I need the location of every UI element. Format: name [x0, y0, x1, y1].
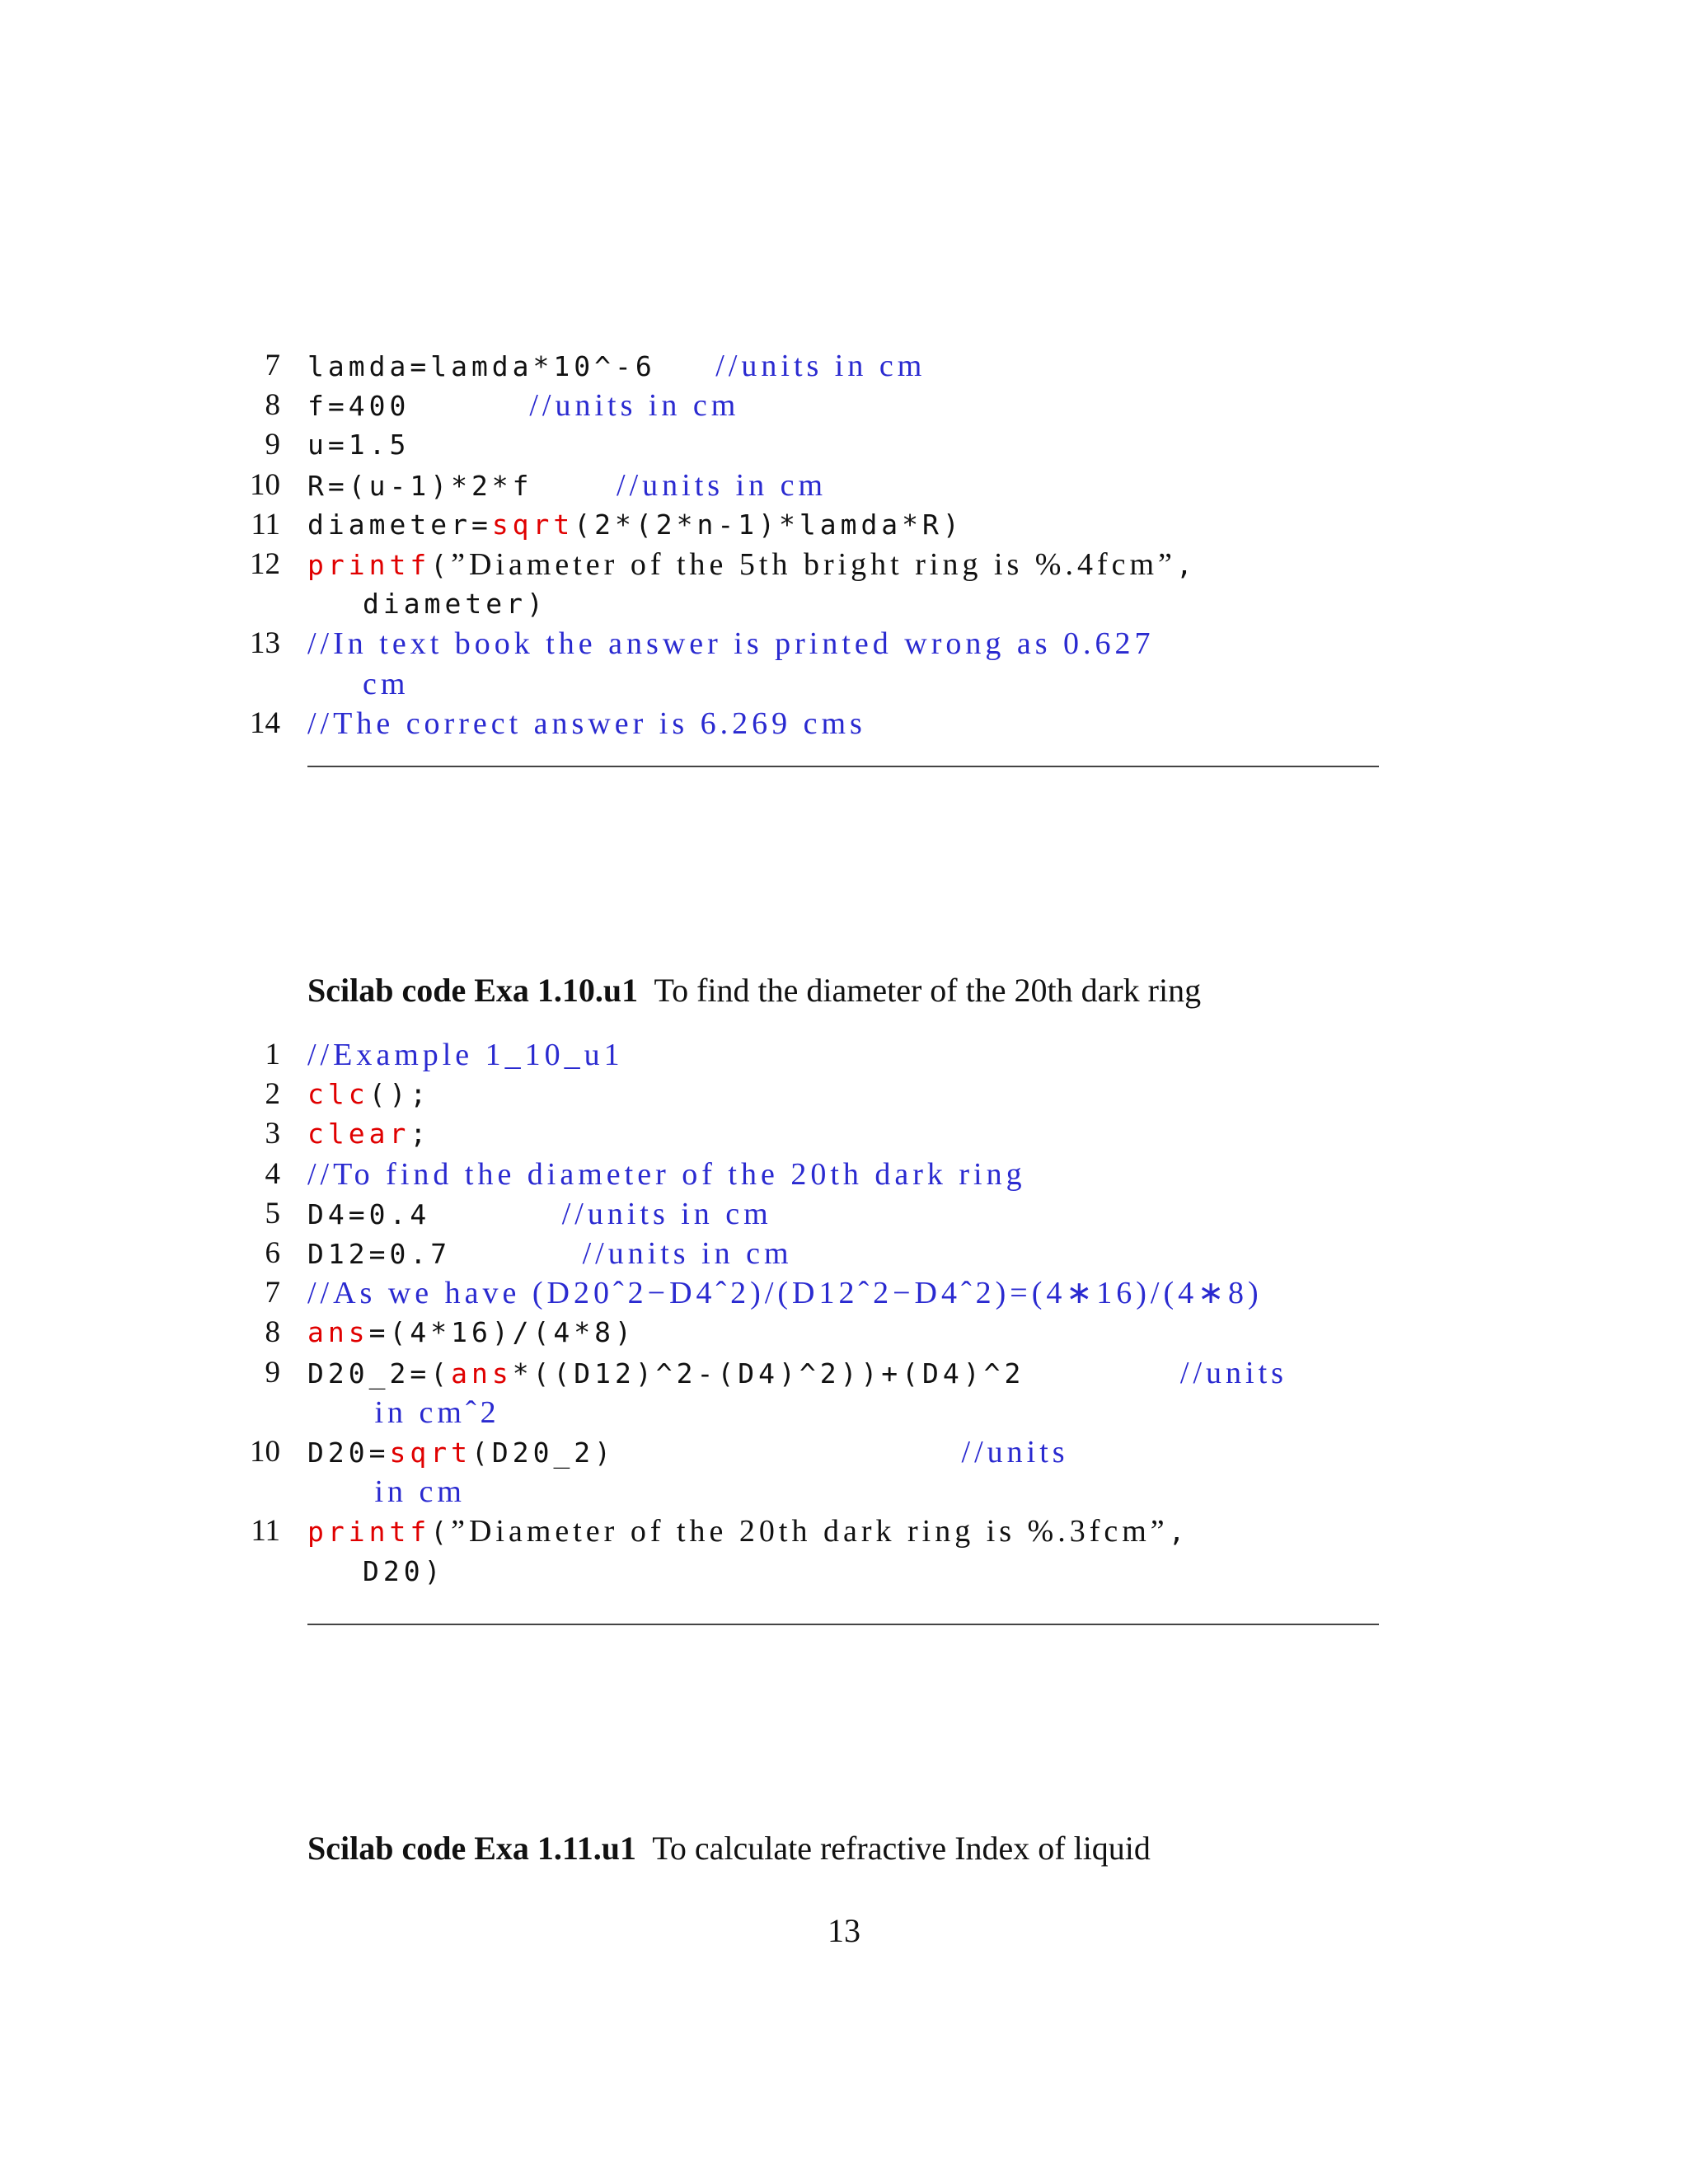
line-number: 7 — [265, 349, 280, 382]
code-line — [0, 1194, 1688, 1234]
line-number: 11 — [251, 1514, 280, 1549]
code-token: R=(u-1)*2*f — [307, 469, 533, 502]
code-text — [307, 1313, 635, 1352]
line-number: 13 — [250, 626, 280, 661]
code-token: D12=0.7 — [307, 1238, 452, 1270]
code-text — [307, 1075, 430, 1114]
code-line — [0, 1234, 1688, 1273]
code-token: printf — [307, 1516, 431, 1549]
code-token: ”Diameter of the 5th bright ring is %.4fcm” — [451, 547, 1176, 582]
code-token: //In text book the answer is printed wrong as 0.627 — [307, 626, 1155, 662]
line-number: 8 — [265, 388, 280, 423]
code-token: u=1.5 — [307, 429, 410, 462]
code-token: cm — [363, 666, 410, 701]
code-text — [363, 1552, 444, 1591]
line-number: 4 — [265, 1156, 280, 1191]
code-token: *((D12)^2-(D4)^2))+(D4)^2 — [512, 1357, 1025, 1390]
code-token: f=400 — [307, 390, 410, 423]
code-token: //units in cm — [451, 1236, 793, 1271]
caption-exa-1-11-u1 — [307, 1828, 1151, 1869]
code-token: , — [1175, 549, 1197, 581]
line-number: 3 — [265, 1117, 280, 1151]
code-line — [0, 386, 1688, 425]
code-line — [0, 346, 1688, 386]
code-token: ( — [430, 549, 452, 581]
code-line — [0, 1035, 1688, 1075]
line-number: 12 — [250, 547, 280, 581]
line-number: 11 — [251, 507, 280, 541]
code-token: D20) — [363, 1554, 445, 1587]
caption-label: Scilab code Exa 1.11.u1 — [307, 1830, 636, 1867]
code-text — [307, 386, 739, 426]
caption-text: To calculate refractive Index of liquid — [652, 1830, 1151, 1867]
code-line — [0, 1432, 1688, 1472]
code-line — [0, 1511, 1688, 1551]
code-line — [0, 1155, 1688, 1194]
line-number: 9 — [265, 1355, 280, 1390]
code-text — [307, 1234, 793, 1274]
code-token: //units in cm — [430, 1196, 772, 1231]
code-token: //units in cm — [410, 388, 740, 424]
code-token: , — [1168, 1516, 1189, 1549]
code-text — [307, 1273, 1263, 1314]
code-token: //units in cm — [655, 349, 926, 383]
code-text — [363, 1472, 466, 1512]
code-token: diameter= — [307, 508, 492, 541]
code-text — [363, 1393, 500, 1433]
code-line — [0, 1075, 1688, 1114]
code-token: ”Diameter of the 20th dark ring is %.3fcm” — [451, 1514, 1169, 1549]
code-token: //units — [1025, 1355, 1287, 1390]
line-number: 9 — [265, 428, 280, 462]
code-text — [307, 1353, 1287, 1394]
code-token: in cm — [363, 1474, 466, 1510]
line-number: 14 — [250, 705, 280, 740]
code-token: //units — [615, 1435, 1069, 1469]
code-token: sqrt — [491, 508, 574, 541]
caption-label: Scilab code Exa 1.10.u1 — [307, 972, 639, 1009]
line-number: 2 — [265, 1077, 280, 1112]
code-text — [307, 1194, 772, 1235]
code-token: D20= — [307, 1436, 390, 1469]
code-text — [307, 545, 1197, 585]
code-token: lamda=lamda*10^-6 — [307, 350, 656, 382]
code-token: ; — [410, 1118, 431, 1151]
code-text — [307, 1035, 624, 1076]
code-line — [0, 1114, 1688, 1154]
code-token: //To find the diameter of the 20th dark ring — [307, 1156, 1026, 1192]
code-text — [307, 346, 926, 387]
code-line — [0, 704, 1688, 743]
line-number: 8 — [265, 1315, 280, 1350]
code-token: //As we have (D20ˆ2−D4ˆ2)/(D12ˆ2−D4ˆ2)=(4∗16)/(4∗8) — [307, 1276, 1263, 1311]
code-line — [0, 466, 1688, 505]
code-token: ( — [430, 1516, 452, 1549]
code-line — [0, 1552, 1688, 1591]
code-text — [307, 505, 964, 545]
code-line — [0, 425, 1688, 465]
code-token: diameter) — [363, 588, 547, 621]
code-line — [0, 1313, 1688, 1352]
code-token: =(4*16)/(4*8) — [368, 1316, 635, 1349]
line-number: 10 — [250, 467, 280, 502]
code-line — [0, 624, 1688, 663]
line-number: 6 — [265, 1236, 280, 1270]
code-token: ans — [451, 1357, 513, 1390]
code-text — [307, 1511, 1189, 1552]
code-token: D4=0.4 — [307, 1197, 431, 1230]
code-text — [307, 425, 410, 465]
code-line — [0, 1273, 1688, 1313]
code-line — [0, 584, 1688, 624]
code-token: D20_2=( — [307, 1357, 452, 1390]
code-text — [307, 704, 866, 744]
code-line — [0, 545, 1688, 584]
line-number: 1 — [265, 1038, 280, 1071]
code-text — [307, 1432, 1069, 1473]
code-token: sqrt — [389, 1436, 471, 1469]
page-number: 13 — [828, 1912, 860, 1949]
code-line — [0, 1393, 1688, 1432]
line-number: 10 — [250, 1435, 280, 1469]
code-token: clear — [307, 1118, 410, 1151]
code-text — [363, 664, 409, 705]
code-token: //Example 1_10_u1 — [307, 1038, 624, 1072]
code-token: in cmˆ2 — [363, 1394, 500, 1430]
code-token: clc — [307, 1078, 369, 1111]
code-line — [0, 1472, 1688, 1511]
listing-2-rule — [307, 1624, 1379, 1625]
caption-text: To find the diameter of the 20th dark ring — [654, 972, 1202, 1009]
code-token: (D20_2) — [471, 1436, 616, 1469]
code-line — [0, 1353, 1688, 1393]
line-number: 5 — [265, 1196, 280, 1230]
code-token: printf — [307, 549, 431, 581]
caption-exa-1-10-u1 — [307, 970, 1201, 1011]
code-text — [307, 624, 1155, 664]
code-text — [363, 584, 547, 624]
code-line — [0, 664, 1688, 704]
code-text — [307, 1114, 430, 1154]
listing-1-rule — [307, 766, 1379, 767]
code-token: //units in cm — [532, 467, 828, 503]
code-token: (); — [368, 1078, 431, 1111]
code-token: (2*(2*n-1)*lamda*R) — [574, 508, 964, 541]
code-text — [307, 466, 827, 506]
code-token: ans — [307, 1316, 369, 1349]
line-number: 7 — [265, 1276, 280, 1310]
code-line — [0, 505, 1688, 545]
code-text — [307, 1155, 1026, 1195]
code-token: //The correct answer is 6.269 cms — [307, 705, 866, 741]
